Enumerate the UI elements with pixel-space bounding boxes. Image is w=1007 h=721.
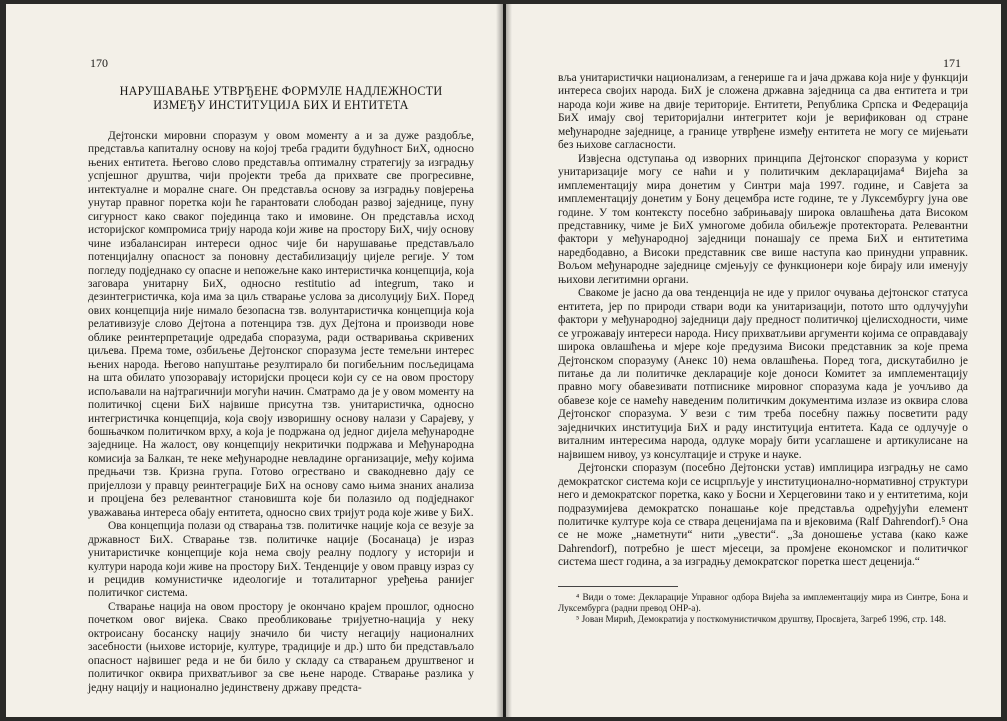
footnote-divider — [558, 586, 678, 587]
left-page — [6, 4, 503, 717]
paragraph: Свакоме је јасно да ова тенденција не иде у прилог очувања дејтонског статуса ентитета, јер по природи ствари води ка унитаризацији, потото што одлучујући фактори у међународној заједници дају предност политичкој цјелисходности, чиме се угрожавају интереси народа. Нису прихватљиви аргументи којима се оправдавају широка овлашћења и мјере које предузима Високи представник за које према Дејтонском споразуму (Анекс 10) нема овлашћења. Поред тога, дискутабилно је питање да ли политичке декларације које доноси Комитет за имплементацију правно могу обавезивати потписнике мировног споразума када је уочљиво да обавезе које се намећу наведеним политичким документима излазе из оквира слова Дејтонског споразума. У вези с тим треба посебну пажњу посветити раду заједничких институција БиХ и раду институција ентитета. Када се одлучује о виталним интересима народа, одлуке морају бити усаглашене и артикулисане на највишем нивоу, уз консултације и струке и науке. — [558, 287, 968, 461]
page-number: 170 — [90, 56, 108, 70]
heading-line-1: НАРУШАВАЊЕ УТВРЂЕНЕ ФОРМУЛЕ НАДЛЕЖНОСТИ — [119, 84, 443, 98]
paragraph: Дејтонски мировни споразум у овом моменту а и за дуже раздобље, представља капиталну основу на којој треба градити будућност БиХ, односно њених ентитета. Његово слово представља оптималну стратегију за изградњу успјешног друштва, чији пројекти треба да прихвате све прогресивне, интектуалне и моралне снаге. Он представља основу за изградњу повјерења унутар правног поретка који ће гарантовати слободан развој заједнице, пуну сигурност како сваког појединца тако и имовине. Он представља исход историјског компромиса трију народа који живе на простору БиХ, чију основу чине избалансиран интереси однос чије би нарушавање представљало потенцијалну опасност за поновну дестабилизацију цијеле регије. У том погледу подједнако су опасне и непожељне како интеристичка концепција, која заговара унитарну БиХ, односно restitutio ad integrum, тако и дезинтегристичка, која има за циљ стварање услова за дисолуцију БиХ. Поред ових концепција није нимало безопасна тзв. волунтаристичка концепција која релативизује слово Дејтона а потенцира тзв. дух Дејтона и производи нове облике реинтерпретације одредаба споразума, ради остваривања скривених циљева. Према томе, озбиљење Дејтонског споразума јесте темељни интерес њених народа. Његово напуштање резултирало би погибељним посљедицама на шта обилато упозоравају историјски процеси који су се на овом простору испољавали на најтрагичнији могући начин. Сматрамо да је у овом моменту на политичкој сцени БиХ највише присутна тзв. унитаристичка, односно интегристичка концепција, која своју изворишну основу налази у Сарајеву, у бошњачком политичком врху, а која је подржана од једног дијела међународне заједнице. На жалост, ову концепцију некритички подржава и Међународна комисија за Балкан, те неке међународне невладине организације, међу којима предњачи тзв. Кризна група. Готово огрествано и свакодневно дају се пријеллози у правцу реинтеграције БиХ на основу само њима знаних анализа и процјена без релевантног становишта које би полазило од подједнаког уважавања интереса обају ентитета, односно свих тријут рода које живе у БиХ. — [88, 130, 474, 519]
left-text-column — [88, 76, 474, 695]
right-page — [506, 4, 1001, 717]
book-gutter — [496, 4, 512, 717]
heading-line-2: ИЗМЕЂУ ИНСТИТУЦИЈА БИХ И ЕНТИТЕТА — [153, 98, 409, 112]
page-number: 171 — [943, 56, 961, 70]
paragraph: Стварање нација на овом простору је окончано крајем прошлог, односно почетком овог вијека. Свако преобликовање тријуетно-нација у неку октроисану босанску нацију значило би чисту негацију националних засебности (њихове историје, културе, традиције и др.) што би представљало опасност највишег реда и не би било у складу са стварањем друштвеног и политичког оквира прихватљивог за све њене народе. Стварање разлика у једну нацију и национално јединствену државу предста- — [88, 600, 474, 694]
footnote: ⁵ Јован Мирић, Демократија у посткомунистичком друштву, Просвјета, Загреб 1996, стр. 148. — [576, 614, 947, 625]
paragraph: Дејтонски споразум (посебно Дејтонски устав) имплицира изградњу не само демократског система који се исцрпљује у институционално-нормативној структури него и демократског поретка, како у Босни и Херцеговини тако и у ентитетима, који подразумијева демократско понашање које представља одређујући елемент политичке културе која се ствара деценијама па и вјековима (Ralf Dahrendorf).⁵ Она се не може „наметнути“ нити „увести“. „За доношење устава (како каже Dahrendorf), потребно је шест мјесеци, за промјене економског и политичког система шест година, а за изградњу демократског поретка шест деценија.“ — [558, 462, 968, 569]
paragraph: вља унитаристички национализам, а генерише га и јача држава која није у функцији интереса својих народа. БиХ је сложена државна заједница са два ентитета и три народа који живе на двије територије. Ентитети, Република Српска и Федерација БиХ имају свој територијални интегритет који је верификован од стране међународне заједнице, а границе утврђене између ентитета не могу се мијењати без њихове сагласности. — [558, 72, 968, 152]
paragraph: Ова концепција полази од стварања тзв. политичке нације која се везује за државност БиХ. Стварање тзв. политичке нације (Босанаца) је израз унитаристичке концепције која нема своју реалну подлогу у историји и култури народа који живе на простору БиХ. Тенденције у овом правцу израз су и рецидив комунистичке идеологије и тоталитарног уређења ранијег политичког система. — [88, 520, 474, 600]
footnote: ⁴ Види о томе: Декларације Управног одбора Вијећа за имплементацију мира из Синтре, Бона и Луксембурга (радни превод ОНР-а). — [558, 592, 968, 614]
section-heading — [88, 84, 474, 112]
paragraph: Извјесна одступања од изворних принципа Дејтонског споразума у корист унитаризације могу се наћи и у политичким декларацијама⁴ Вијећа за имплементацију мира донетим у Синтри маја 1997. године, и Савјета за имплементацију донетим у Бону децембра исте године, те у Луксембургу јуна ове године. У том контексту посебно забрињавају широка овлашћења дата Високом представнику, чиме је БиХ умногоме добила обиљежје протектората. Релевантни фактори у међународној заједници понашају се према БиХ и ентитетима наредбодавно, а Високи представник све више наступа као принудни управник. Вољом међународне заједнице смјењују се функционери које бирају или именују њихови легитимни органи. — [558, 152, 968, 286]
right-text-column — [558, 72, 968, 626]
